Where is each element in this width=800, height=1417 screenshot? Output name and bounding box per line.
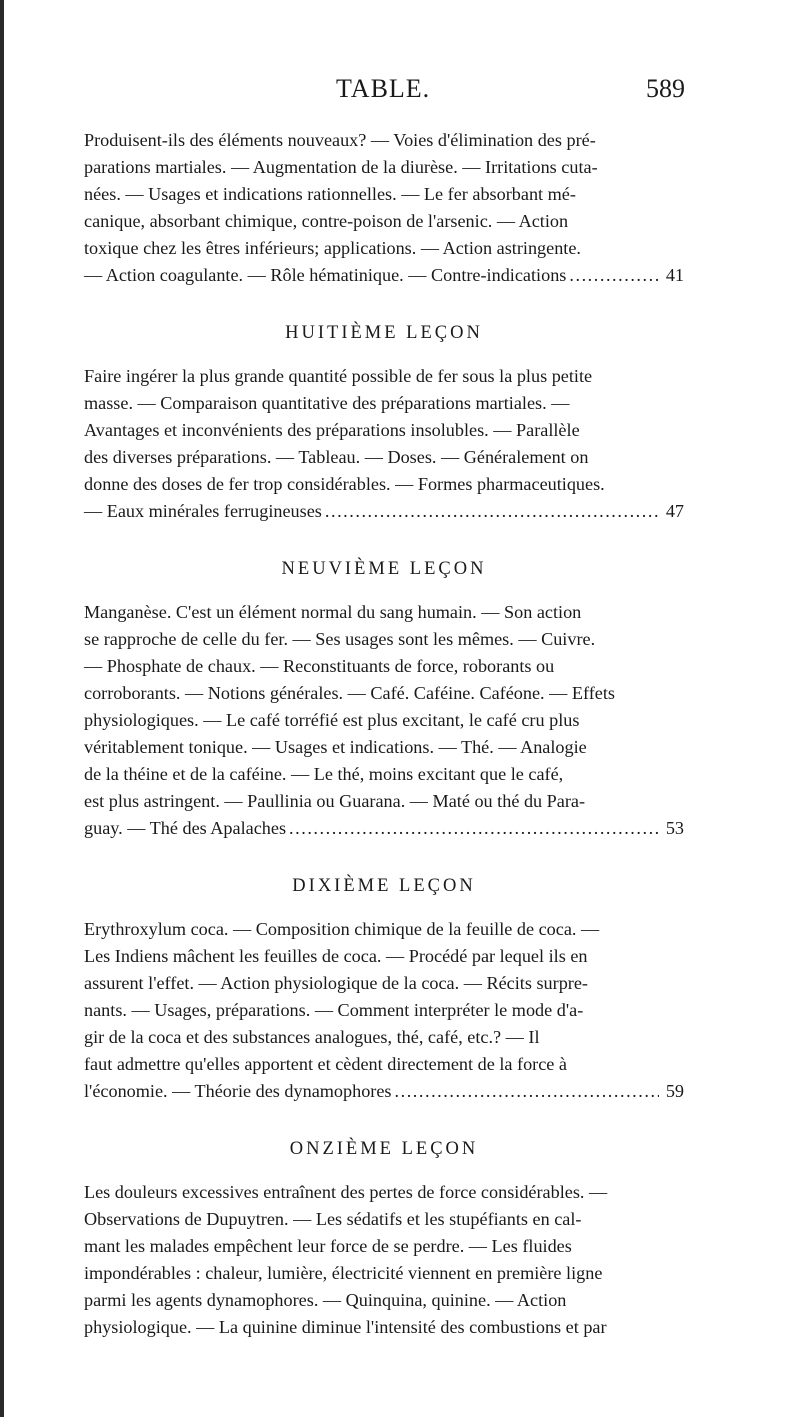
entry-line: Avantages et inconvénients des préparations insolubles. — Parallèle: [84, 420, 580, 440]
entry-last-line: [84, 498, 684, 525]
entry-line: nées. — Usages et indications rationnelles. — Le fer absorbant mé-: [84, 184, 576, 204]
entry-line: masse. — Comparaison quantitative des préparations martiales. —: [84, 393, 570, 413]
entry-line-text: — Action coagulante. — Rôle hématinique. — Contre-indications: [84, 265, 567, 285]
entry-line: parations martiales. — Augmentation de la diurèse. — Irritations cuta-: [84, 157, 598, 177]
page-number: 589: [646, 74, 685, 103]
toc-lesson-11: [84, 1136, 684, 1341]
entry-line: toxique chez les êtres inférieurs; applications. — Action astringente.: [84, 238, 581, 258]
entry-line: corroborants. — Notions générales. — Café. Caféine. Caféone. — Effets: [84, 683, 615, 703]
toc-lesson-8: [84, 320, 684, 525]
entry-line: Les Indiens mâchent les feuilles de coca. — Procédé par lequel ils en: [84, 946, 588, 966]
entry-line-text: l'économie. — Théorie des dynamophores: [84, 1081, 392, 1101]
entry-line: nants. — Usages, préparations. — Comment interpréter le mode d'a-: [84, 1000, 584, 1020]
entry-line: gir de la coca et des substances analogues, thé, café, etc.? — Il: [84, 1027, 540, 1047]
lesson-heading: NEUVIÈME LEÇON: [281, 559, 487, 579]
entry-last-line: [84, 1078, 684, 1105]
running-head-title: TABLE.: [336, 74, 431, 103]
entry-line: se rapproche de celle du fer. — Ses usages sont les mêmes. — Cuivre.: [84, 629, 596, 649]
running-head: [0, 74, 800, 114]
entry-line: de la théine et de la caféine. — Le thé, moins excitant que le café,: [84, 764, 564, 784]
entry-line: véritablement tonique. — Usages et indications. — Thé. — Analogie: [84, 737, 587, 757]
entry-line: — Phosphate de chaux. — Reconstituants de force, roborants ou: [84, 656, 555, 676]
entry-line: mant les malades empêchent leur force de se perdre. — Les fluides: [84, 1236, 572, 1256]
entry-line: Manganèse. C'est un élément normal du sang humain. — Son action: [84, 602, 582, 622]
dot-leader: [395, 1078, 660, 1105]
entry-line: Produisent-ils des éléments nouveaux? — Voies d'élimination des pré-: [84, 130, 596, 150]
entry-page-ref: 47: [665, 501, 684, 521]
entry-line: impondérables : chaleur, lumière, électricité viennent en première ligne: [84, 1263, 603, 1283]
toc-entry-continuation: [84, 127, 684, 289]
entry-line: est plus astringent. — Paullinia ou Guarana. — Maté ou thé du Para-: [84, 791, 586, 811]
entry-line: Observations de Dupuytren. — Les sédatifs et les stupéfiants en cal-: [84, 1209, 582, 1229]
dot-leader: [325, 498, 659, 525]
entry-page-ref: 53: [665, 818, 684, 838]
entry-line: Erythroxylum coca. — Composition chimique de la feuille de coca. —: [84, 919, 600, 939]
entry-page-ref: 41: [665, 265, 684, 285]
entry-last-line: [84, 262, 684, 289]
dot-leader: [289, 815, 659, 842]
entry-line: physiologiques. — Le café torréfié est plus excitant, le café cru plus: [84, 710, 580, 730]
entry-line-text: guay. — Thé des Apalaches: [84, 818, 287, 838]
entry-line: canique, absorbant chimique, contre-poison de l'arsenic. — Action: [84, 211, 569, 231]
toc-lesson-10: [84, 873, 684, 1105]
entry-line: Les douleurs excessives entraînent des pertes de force considérables. —: [84, 1182, 608, 1202]
table-of-contents: [84, 127, 684, 1341]
lesson-heading: HUITIÈME LEÇON: [285, 323, 483, 343]
toc-lesson-9: [84, 556, 684, 842]
lesson-heading: DIXIÈME LEÇON: [292, 876, 476, 896]
lesson-heading: ONZIÈME LEÇON: [289, 1139, 479, 1159]
entry-line: physiologique. — La quinine diminue l'intensité des combustions et par: [84, 1317, 607, 1337]
entry-line-text: — Eaux minérales ferrugineuses: [84, 501, 322, 521]
entry-page-ref: 59: [665, 1081, 684, 1101]
entry-line: parmi les agents dynamophores. — Quinquina, quinine. — Action: [84, 1290, 567, 1310]
entry-line: donne des doses de fer trop considérables. — Formes pharmaceutiques.: [84, 474, 605, 494]
dot-leader: [569, 262, 659, 289]
entry-line: faut admettre qu'elles apportent et cèdent directement de la force à: [84, 1054, 567, 1074]
entry-line: assurent l'effet. — Action physiologique de la coca. — Récits surpre-: [84, 973, 588, 993]
entry-line: Faire ingérer la plus grande quantité possible de fer sous la plus petite: [84, 366, 593, 386]
entry-last-line: [84, 815, 684, 842]
entry-line: des diverses préparations. — Tableau. — Doses. — Généralement on: [84, 447, 589, 467]
